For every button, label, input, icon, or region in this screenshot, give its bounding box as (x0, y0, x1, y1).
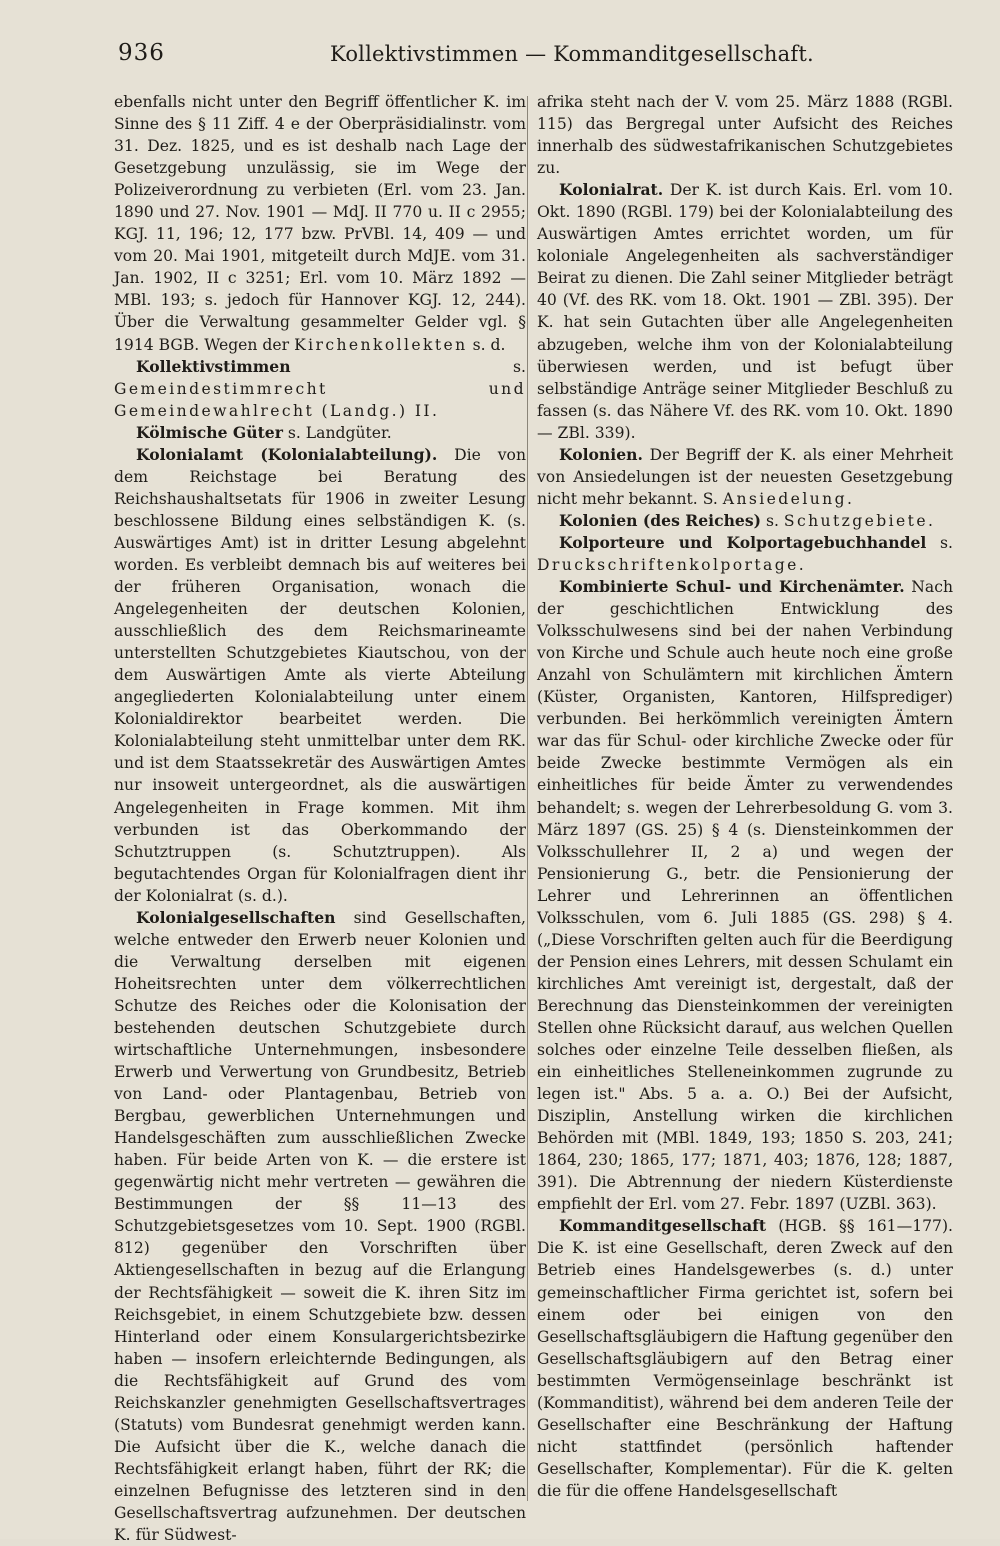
left-column (114, 91, 526, 1546)
entry-continuation: afrika steht nach der V. vom 25. März 1888 (RGBl. 115) das Bergregal unter Aufsicht des Reiches innerhalb des südwestafrikanischen Schutzgebietes zu. (537, 93, 953, 178)
entry-kolonien-des-reiches: Kolonien (des Reiches) s. Schutzgebiete. (559, 510, 936, 530)
entry-kolonialamt: Kolonialamt (Kolonialabteilung). Die von dem Reichstage bei Beratung des Reichshaushaltsetats für 1906 in zweiter Lesung beschlossene Bildung eines selbständigen K. (s. Auswärtiges Amt) ist in dritter Lesung abgelehnt worden. Es verbleibt demnach bis auf weiteres bei der früheren Organisation, wonach die Angelegenheiten der deutschen Kolonien, ausschließlich des dem Reichsmarineamte unterstellten Schutzgebietes Kiautschou, von der dem Auswärtigen Amte als vierte Abteilung angegliederten Kolonialabteilung unter einem Kolonialdirektor bearbeitet werden. Die Kolonialabteilung steht unmittelbar unter dem RK. und ist dem Staatssekretär des Auswärtigen Amtes nur insoweit untergeordnet, als die auswärtigen Angelegenheiten in Frage kommen. Mit ihm verbunden ist das Oberkommando der Schutztruppen (s. Schutztruppen). Als begutachtendes Organ für Kolonialfragen dient ihr der Kolonialrat (s. d.). (114, 444, 526, 905)
entry-kommanditgesellschaft: Kommanditgesellschaft (HGB. §§ 161—177). Die K. ist eine Gesellschaft, deren Zweck auf den Betrieb eines Handelsgewerbes (s. d.) unter gemeinschaftlicher Firma gerichtet ist, sofern bei einem oder bei einigen von den Gesellschaftsgläubigern die Haftung gegenüber den Gesellschaftsgläubigern auf den Betrag einer bestimmten Vermögenseinlage beschränkt ist (Kommanditist), während bei dem anderen Teile der Gesellschafter eine Beschränkung der Haftung nicht stattfindet (persönlich haftender Gesellschafter, Komplementar). Für die K. gelten die für die offene Handelsgesellschaft (537, 1216, 953, 1500)
entry-heading: Kolporteure und Kolportagebuchhandel (559, 532, 927, 552)
entry-heading: Kölmische Güter (136, 422, 283, 442)
entry-heading: Kommanditgesellschaft (559, 1216, 767, 1236)
entry-heading: Kombinierte Schul- und Kirchenämter. (559, 577, 905, 597)
entry-heading: Kolonialgesellschaften (136, 907, 336, 927)
running-title: Kollektivstimmen — Kommanditgesellschaft. (330, 42, 814, 66)
entry-kolonialrat: Kolonialrat. Der K. ist durch Kais. Erl. vom 10. Okt. 1890 (RGBl. 179) bei der Kolonialabteilung des Auswärtigen Amtes errichtet worden, um für koloniale Angelegenheiten als sachverständiger Beirat zu dienen. Die Zahl seiner Mitglieder beträgt 40 (Vf. des RK. vom 18. Okt. 1901 — ZBl. 395). Der K. hat sein Gutachten über alle Angelegenheiten abzugeben, welche ihm von der Kolonialabteilung überwiesen werden, und ist befugt über selbständige Anträge seiner Mitglieder Beschluß zu fassen (s. das Nähere Vf. des RK. vom 10. Okt. 1890 — ZBl. 339). (537, 180, 953, 442)
entry-heading: Kolonialrat. (559, 180, 664, 200)
entry-koelmische-gueter: Kölmische Güter s. Landgüter. (136, 422, 392, 442)
page-header (0, 34, 1000, 74)
entry-heading: Kolonialamt (Kolonialabteilung). (136, 444, 438, 464)
entry-kollektivstimmen: Kollektivstimmen s. Gemeindestimmrecht und Gemeindewahlrecht (Landg.) II. (114, 356, 526, 420)
entry-kolporteure: Kolporteure und Kolportagebuchhandel s. Druckschriftenkolportage. (537, 532, 953, 574)
column-divider (527, 96, 528, 1501)
page-number: 936 (118, 40, 165, 66)
entry-heading: Kolonien (des Reiches) (559, 510, 762, 530)
entry-heading: Kollektivstimmen (136, 356, 291, 376)
right-column (537, 91, 953, 1502)
entry-kolonialgesellschaften: Kolonialgesellschaften sind Gesellschaften, welche entweder den Erwerb neuer Kolonien und die Verwaltung derselben mit eigenen Hoheitsrechten unter dem völkerrechtlichen Schutze des Reiches oder die Kolonisation der bestehenden deutschen Schutzgebiete durch wirtschaftliche Unternehmungen, insbesondere Erwerb und Verwertung von Grundbesitz, Betrieb von Land- oder Plantagenbau, Betrieb von Bergbau, gewerblichen Unternehmungen und Handelsgeschäften zum ausschließlichen Zwecke haben. Für beide Arten von K. — die erstere ist gegenwärtig nicht mehr vertreten — gewähren die Bestimmungen der §§ 11—13 des Schutzgebietsgesetzes vom 10. Sept. 1900 (RGBl. 812) gegenüber den Vorschriften über Aktiengesellschaften in bezug auf die Erlangung der Rechtsfähigkeit — soweit die K. ihren Sitz im Reichsgebiet, in einem Schutzgebiete bzw. dessen Hinterland oder einem Konsulargerichtsbezirke haben — insofern erleichternde Bedingungen, als die Rechtsfähigkeit auf Grund des vom Reichskanzler genehmigten Gesellschaftsvertrages (Statuts) vom Bundesrat genehmigt werden kann. Die Aufsicht über die K., welche danach die Rechtsfähigkeit erlangt haben, führt der RK; die einzelnen Befugnisse des letzteren sind in den Gesellschaftsvertrag aufzunehmen. Der deutschen K. für Südwest- (114, 907, 526, 1545)
entry-heading: Kolonien. (559, 444, 643, 464)
entry-continuation: ebenfalls nicht unter den Begriff öffentlicher K. im Sinne des § 11 Ziff. 4 e der Oberpräsidialinstr. vom 31. Dez. 1825, und es ist deshalb nach Lage der Gesetzgebung unzulässig, sie im Wege der Polizeiverordnung zu verbieten (Erl. vom 23. Jan. 1890 und 27. Nov. 1901 — MdJ. II 770 u. II c 2955; KGJ. 11, 196; 12, 177 bzw. PrVBl. 14, 409 — und vom 20. Mai 1901, mitgeteilt durch MdJE. vom 31. Jan. 1902, II c 3251; Erl. vom 10. März 1892 — MBl. 193; s. jedoch für Hannover KGJ. 12, 244). Über die Verwaltung gesammelter Gelder vgl. § 1914 BGB. Wegen der Kirchenkollekten s. d. (114, 93, 526, 354)
entry-kolonien: Kolonien. Der Begriff der K. als einer Mehrheit von Ansiedelungen ist der neuesten Gesetzgebung nicht mehr bekannt. S. Ansiedelung. (537, 444, 953, 508)
entry-kombinierte-aemter: Kombinierte Schul- und Kirchenämter. Nach der geschichtlichen Entwicklung des Volksschulwesens sind bei der nahen Verbindung von Kirche und Schule auch heute noch eine große Anzahl von Schulämtern mit kirchlichen Ämtern (Küster, Organisten, Kantoren, Hilfsprediger) verbunden. Bei herkömmlich vereinigten Ämtern war das für Schul- oder kirchliche Zwecke oder für beide Zwecke bestimmte Vermögen als ein einheitliches für beide Ämter zu verwendendes behandelt; s. wegen der Lehrerbesoldung G. vom 3. März 1897 (GS. 25) § 4 (s. Diensteinkommen der Volksschullehrer II, 2 a) und wegen der Pensionierung G., betr. die Pensionierung der Lehrer und Lehrerinnen an öffentlichen Volksschulen, vom 6. Juli 1885 (GS. 298) § 4. („Diese Vorschriften gelten auch für die Beerdigung der Pension eines Lehrers, mit dessen Schulamt ein kirchliches Amt vereinigt ist, dergestalt, daß der Berechnung das Diensteinkommen der vereinigten Stellen ohne Rücksicht darauf, aus welchen Quellen solches oder einzelne Teile desselben fließen, als ein einheitliches Stelleneinkommen zugrunde zu legen ist." Abs. 5 a. a. O.) Bei der Aufsicht, Disziplin, Anstellung wirken die kirchlichen Behörden mit (MBl. 1849, 193; 1850 S. 203, 241; 1864, 230; 1865, 177; 1871, 403; 1876, 128; 1887, 391). Die Abtrennung der niedern Küsterdienste empfiehlt der Erl. vom 27. Febr. 1897 (UZBl. 363). (537, 577, 953, 1214)
